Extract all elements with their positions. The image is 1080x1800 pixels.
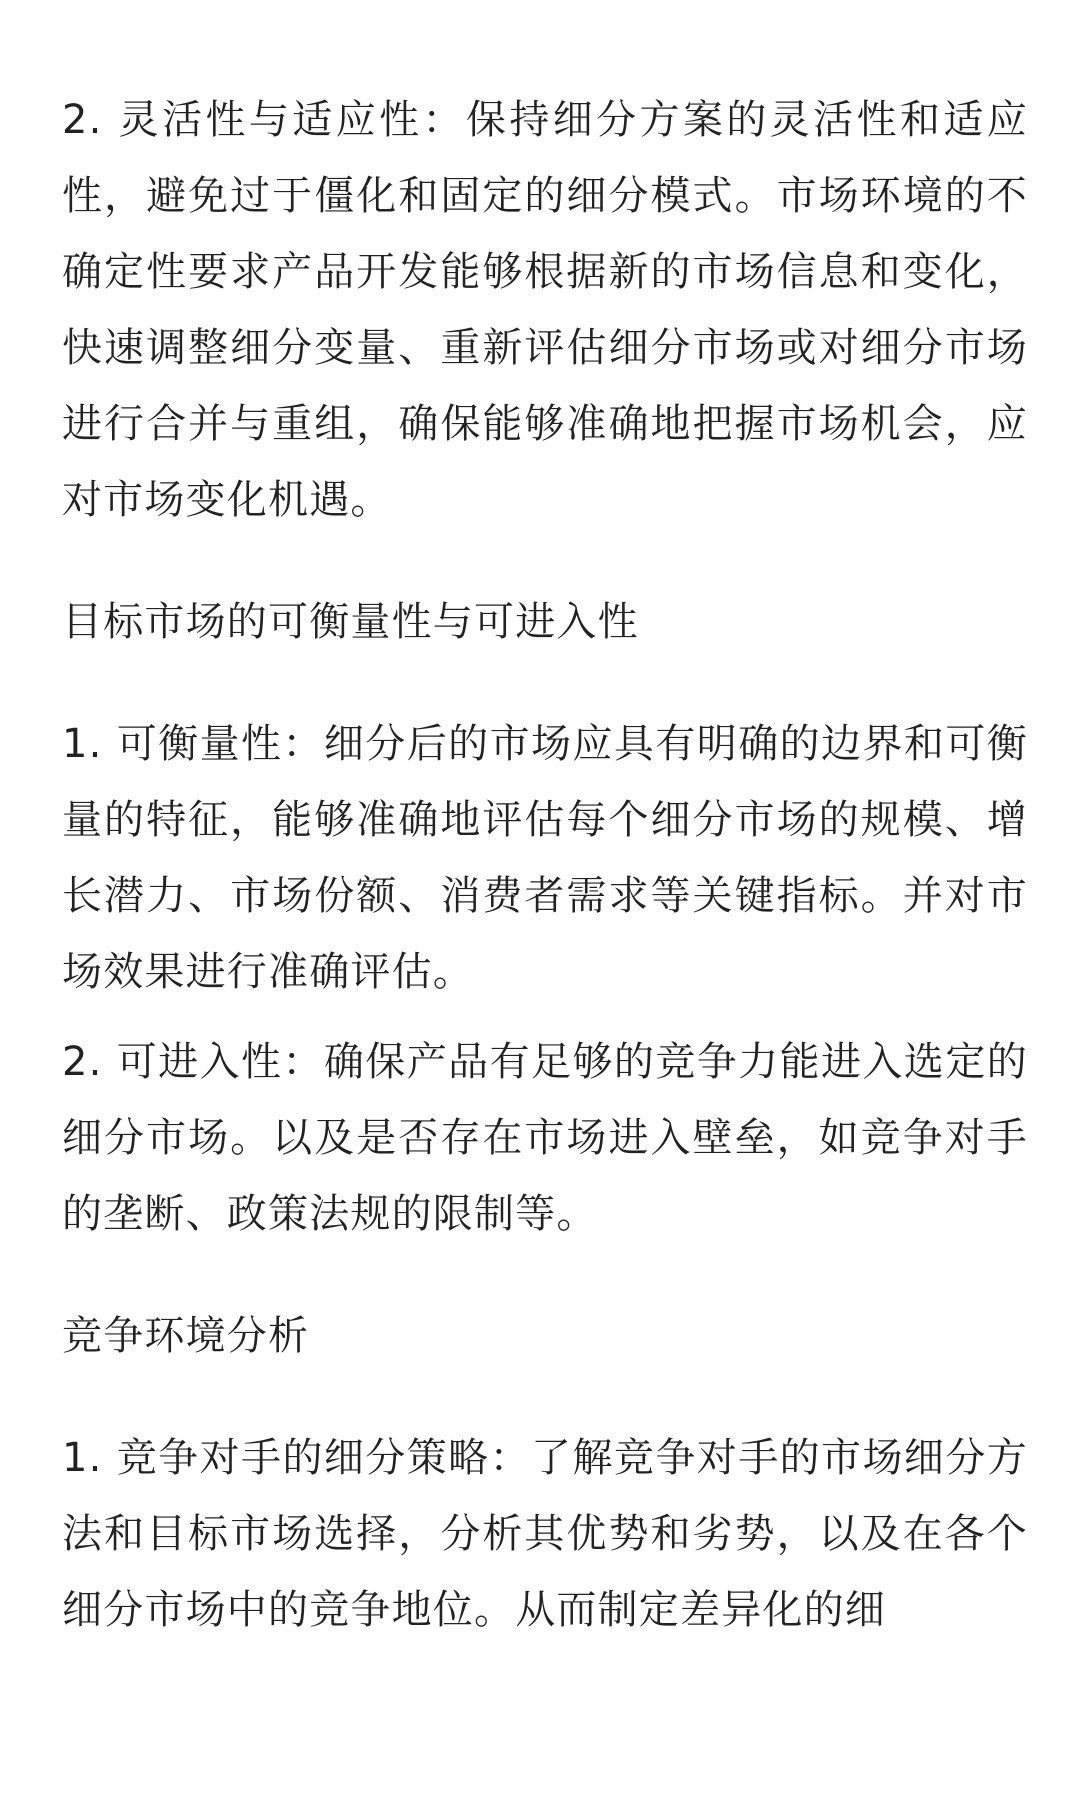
spacer	[62, 1252, 1028, 1298]
paragraph-measurability: 1. 可衡量性：细分后的市场应具有明确的边界和可衡量的特征，能够准确地评估每个细分市场的规模、增长潜力、市场份额、消费者需求等关键指标。并对市场效果进行准确评估。	[62, 721, 1028, 995]
section-heading-target-market: 目标市场的可衡量性与可进入性	[62, 599, 639, 645]
paragraph-flexibility: 2. 灵活性与适应性：保持细分方案的灵活性和适应性，避免过于僵化和固定的细分模式。市场环境的不确定性要求产品开发能够根据新的市场信息和变化，快速调整细分变量、重新评估细分市场或对细分市场进行合并与重组，确保能够准确地把握市场机会，应对市场变化机遇。	[62, 97, 1028, 523]
paragraph-accessibility: 2. 可进入性：确保产品有足够的竞争力能进入选定的细分市场。以及是否存在市场进入壁垒，如竞争对手的垄断、政策法规的限制等。	[62, 1039, 1028, 1237]
section-heading-competition: 竞争环境分析	[62, 1313, 310, 1359]
spacer	[62, 1374, 1028, 1420]
spacer	[62, 660, 1028, 706]
spacer	[62, 1010, 1028, 1024]
paragraph-competitor-strategy: 1. 竞争对手的细分策略：了解竞争对手的市场细分方法和目标市场选择，分析其优势和劣势，以及在各个细分市场中的竞争地位。从而制定差异化的细	[62, 1435, 1028, 1633]
article-body	[62, 82, 1028, 1648]
spacer	[62, 538, 1028, 584]
